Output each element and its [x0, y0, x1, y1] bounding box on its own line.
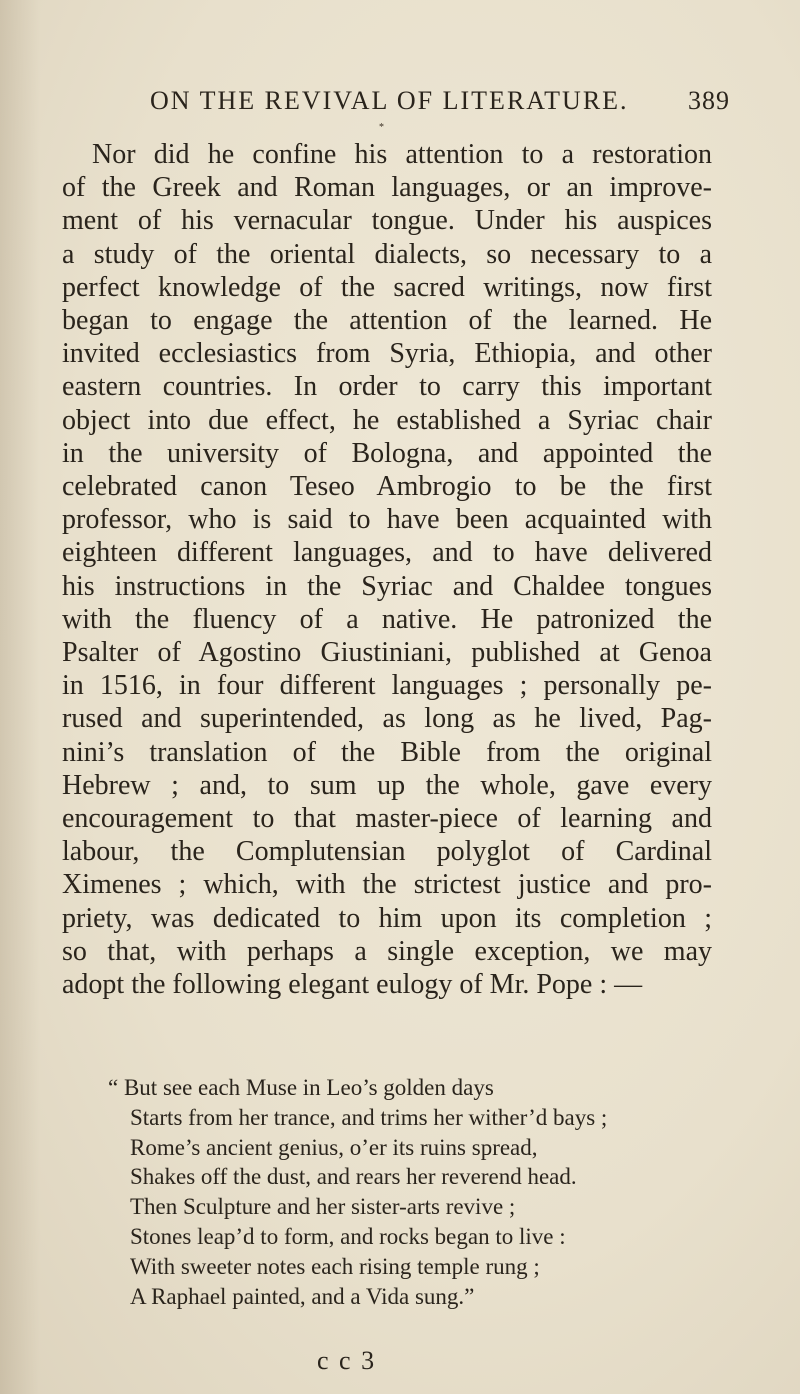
paragraph-line: eighteen different languages, and to have delivered: [62, 537, 712, 569]
paragraph-line: with the fluency of a native. He patronized the: [62, 603, 712, 635]
paragraph-line: labour, the Complutensian polyglot of Cardinal: [62, 836, 712, 868]
paragraph-line: encouragement to that master-piece of learning and: [62, 803, 712, 835]
running-title: ON THE REVIVAL OF LITERATURE.: [150, 86, 629, 115]
paragraph-line: priety, was dedicated to him upon its completion ;: [62, 902, 712, 934]
paragraph-line: perfect knowledge of the sacred writings, now first: [62, 271, 712, 303]
running-header: [150, 86, 730, 126]
paragraph-line: in 1516, in four different languages ; personally pe-: [62, 670, 712, 702]
verse-line: Shakes off the dust, and rears her reverend head.: [130, 1164, 577, 1190]
page-gutter-shadow: [0, 0, 40, 1394]
paragraph-line: Psalter of Agostino Giustiniani, published at Genoa: [62, 637, 712, 669]
paragraph-line: so that, with perhaps a single exception, we may: [62, 935, 712, 967]
verse-line: Stones leap’d to form, and rocks began to live :: [130, 1223, 566, 1249]
verse-line: Then Sculpture and her sister-arts revive ;: [130, 1194, 516, 1220]
paragraph-line: nini’s translation of the Bible from the original: [62, 736, 712, 768]
paragraph-line: invited ecclesiastics from Syria, Ethiopia, and other: [62, 338, 712, 370]
verse-line: Rome’s ancient genius, o’er its ruins spread,: [130, 1134, 538, 1160]
verse-quotation: [108, 1073, 748, 1311]
page-number: 389: [688, 86, 730, 115]
paragraph-line: professor, who is said to have been acquainted with: [62, 504, 712, 536]
paragraph-line: a study of the oriental dialects, so necessary to a: [62, 238, 712, 270]
paragraph-line: eastern countries. In order to carry this important: [62, 371, 712, 403]
paragraph-line: in the university of Bologna, and appointed the: [62, 437, 712, 469]
paragraph-line: Hebrew ; and, to sum up the whole, gave every: [62, 769, 712, 801]
paragraph-line: adopt the following elegant eulogy of Mr. Pope : —: [62, 969, 643, 1001]
paragraph-line: began to engage the attention of the learned. He: [62, 305, 712, 337]
signature-mark: c c 3: [317, 1346, 377, 1375]
verse-line: With sweeter notes each rising temple rung ;: [130, 1253, 540, 1279]
paragraph-line: celebrated canon Teseo Ambrogio to be the first: [62, 471, 712, 503]
verse-line: A Raphael painted, and a Vida sung.”: [130, 1283, 475, 1309]
paragraph-line: object into due effect, he established a Syriac chair: [62, 404, 712, 436]
body-paragraph: [62, 138, 712, 1001]
verse-line: “ But see each Muse in Leo’s golden days: [108, 1075, 494, 1100]
ornament-mark: *: [379, 122, 384, 133]
verse-line: Starts from her trance, and trims her wither’d bays ;: [130, 1104, 608, 1130]
paragraph-line: rused and superintended, as long as he lived, Pag-: [62, 703, 712, 735]
paragraph-line: ment of his vernacular tongue. Under his auspices: [62, 205, 712, 237]
paragraph-line: Nor did he confine his attention to a restoration: [92, 139, 712, 170]
paragraph-line: of the Greek and Roman languages, or an improve-: [62, 172, 712, 204]
paragraph-line: his instructions in the Syriac and Chaldee tongues: [62, 570, 712, 602]
paragraph-line: Ximenes ; which, with the strictest justice and pro-: [62, 869, 712, 901]
